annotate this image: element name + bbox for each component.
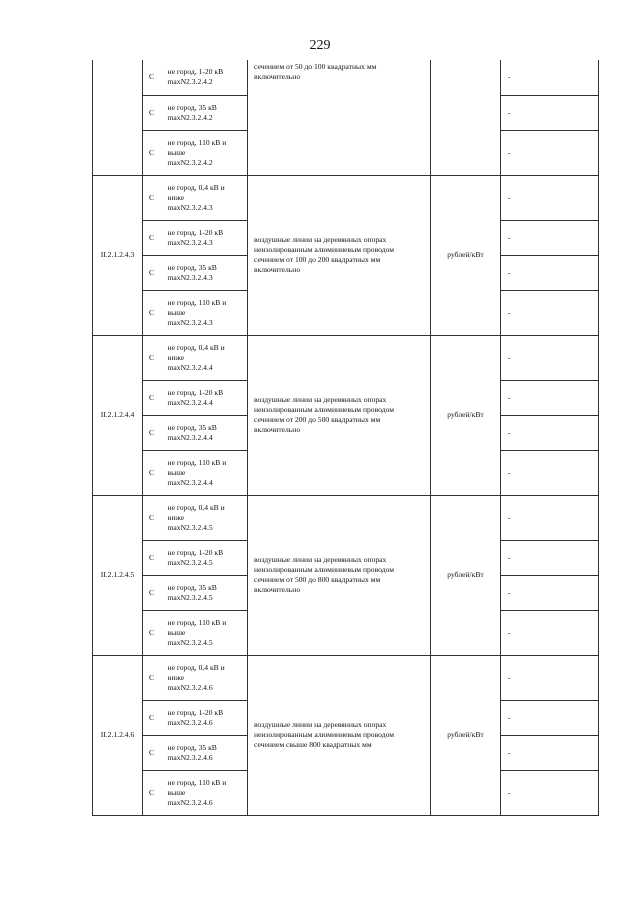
voltage-line: не город, 0,4 кВ и <box>167 342 225 352</box>
s-label: С <box>143 60 166 95</box>
unit-cell: рублей/кВт <box>431 175 501 335</box>
description-cell <box>248 335 431 495</box>
s-label: С <box>143 175 166 220</box>
voltage-line: maxN2.3.2.4.2 <box>167 77 213 87</box>
voltage-line: ниже <box>167 192 185 202</box>
s-label: С <box>143 220 166 255</box>
voltage-line: maxN2.3.2.4.2 <box>167 112 213 122</box>
description-line: сечением от 500 до 800 квадратных мм <box>254 575 381 584</box>
voltage-cell <box>166 220 248 255</box>
voltage-line: maxN2.3.2.4.5 <box>167 522 213 532</box>
voltage-line: maxN2.3.2.4.5 <box>167 592 213 602</box>
value-cell: - <box>501 290 599 335</box>
voltage-cell <box>166 610 248 655</box>
voltage-line: maxN2.3.2.4.2 <box>167 157 213 167</box>
voltage-line: не город, 1-20 кВ <box>167 67 224 77</box>
voltage-line: не город, 35 кВ <box>167 582 217 592</box>
voltage-line: maxN2.3.2.4.3 <box>167 272 213 282</box>
voltage-line: не город, 35 кВ <box>167 742 217 752</box>
voltage-line: maxN2.3.2.4.3 <box>167 202 213 212</box>
s-label: С <box>143 610 166 655</box>
s-label: С <box>143 770 166 815</box>
voltage-cell <box>166 335 248 380</box>
voltage-cell <box>166 415 248 450</box>
voltage-cell <box>166 655 248 700</box>
voltage-line: не город, 1-20 кВ <box>167 387 224 397</box>
s-label: С <box>143 735 166 770</box>
description-cell <box>248 495 431 655</box>
s-label: С <box>143 255 166 290</box>
voltage-line: не город, 35 кВ <box>167 262 217 272</box>
s-label: С <box>143 95 166 130</box>
voltage-line: не город, 1-20 кВ <box>167 707 224 717</box>
s-label: С <box>143 700 166 735</box>
voltage-cell <box>166 290 248 335</box>
value-cell: - <box>501 655 599 700</box>
voltage-line: не город, 35 кВ <box>167 102 217 112</box>
voltage-line: maxN2.3.2.4.3 <box>167 317 213 327</box>
group-code-cell: II.2.1.2.4.5 <box>93 495 143 655</box>
voltage-cell <box>166 540 248 575</box>
value-cell: - <box>501 380 599 415</box>
tariff-table <box>92 60 599 816</box>
description-line: неизолированным алюминиевым проводом <box>254 405 395 414</box>
voltage-cell <box>166 770 248 815</box>
voltage-line: не город, 110 кВ и <box>167 137 227 147</box>
voltage-line: не город, 110 кВ и <box>167 457 227 467</box>
s-label: С <box>143 290 166 335</box>
value-cell: - <box>501 770 599 815</box>
description-line: включительно <box>254 265 301 274</box>
description-line: воздушные линии на деревянных опорах <box>254 395 387 404</box>
s-label: С <box>143 130 166 175</box>
voltage-cell <box>166 700 248 735</box>
voltage-cell <box>166 95 248 130</box>
group-code-cell <box>93 60 143 175</box>
voltage-cell <box>166 380 248 415</box>
voltage-line: maxN2.3.2.4.4 <box>167 362 213 372</box>
voltage-line: не город, 0,4 кВ и <box>167 182 225 192</box>
value-cell: - <box>501 415 599 450</box>
voltage-line: не город, 110 кВ и <box>167 777 227 787</box>
description-cell <box>248 175 431 335</box>
voltage-cell <box>166 255 248 290</box>
description-cell <box>248 655 431 815</box>
unit-cell <box>431 60 501 175</box>
voltage-line: не город, 110 кВ и <box>167 617 227 627</box>
voltage-line: ниже <box>167 512 185 522</box>
voltage-cell <box>166 735 248 770</box>
voltage-line: выше <box>167 147 186 157</box>
voltage-line: maxN2.3.2.4.4 <box>167 397 213 407</box>
voltage-cell <box>166 130 248 175</box>
s-label: С <box>143 655 166 700</box>
value-cell: - <box>501 575 599 610</box>
value-cell: - <box>501 610 599 655</box>
voltage-line: выше <box>167 627 186 637</box>
description-line: включительно <box>254 72 301 81</box>
voltage-line: maxN2.3.2.4.4 <box>167 477 213 487</box>
value-cell: - <box>501 335 599 380</box>
description-line: сечением от 200 до 500 квадратных мм <box>254 415 381 424</box>
voltage-line: maxN2.3.2.4.6 <box>167 752 213 762</box>
s-label: С <box>143 335 166 380</box>
description-line: включительно <box>254 425 301 434</box>
table-row <box>93 175 599 220</box>
voltage-cell <box>166 495 248 540</box>
voltage-line: не город, 0,4 кВ и <box>167 502 225 512</box>
description-line: воздушные линии на деревянных опорах <box>254 720 387 729</box>
description-line: воздушные линии на деревянных опорах <box>254 555 387 564</box>
voltage-line: maxN2.3.2.4.6 <box>167 797 213 807</box>
voltage-line: не город, 1-20 кВ <box>167 547 224 557</box>
voltage-cell <box>166 175 248 220</box>
voltage-line: maxN2.3.2.4.5 <box>167 557 213 567</box>
voltage-line: не город, 110 кВ и <box>167 297 227 307</box>
voltage-line: не город, 0,4 кВ и <box>167 662 225 672</box>
value-cell: - <box>501 495 599 540</box>
page-number: 229 <box>309 38 331 53</box>
voltage-cell <box>166 575 248 610</box>
description-cell <box>248 60 431 175</box>
value-cell: - <box>501 220 599 255</box>
voltage-line: ниже <box>167 672 185 682</box>
description-line: сечением от 100 до 200 квадратных мм <box>254 255 381 264</box>
voltage-line: выше <box>167 467 186 477</box>
description-line: воздушные линии на деревянных опорах <box>254 235 387 244</box>
value-cell: - <box>501 60 599 95</box>
value-cell: - <box>501 175 599 220</box>
group-code-cell: II.2.1.2.4.6 <box>93 655 143 815</box>
description-line: сечением от 50 до 100 квадратных мм <box>254 62 377 71</box>
description-line: неизолированным алюминиевым проводом <box>254 730 395 739</box>
table-row <box>93 60 599 95</box>
voltage-line: maxN2.3.2.4.6 <box>167 682 213 692</box>
value-cell: - <box>501 450 599 495</box>
s-label: С <box>143 380 166 415</box>
group-code-cell: II.2.1.2.4.4 <box>93 335 143 495</box>
value-cell: - <box>501 130 599 175</box>
s-label: С <box>143 540 166 575</box>
unit-cell: рублей/кВт <box>431 335 501 495</box>
voltage-line: maxN2.3.2.4.5 <box>167 637 213 647</box>
voltage-line: maxN2.3.2.4.3 <box>167 237 213 247</box>
value-cell: - <box>501 540 599 575</box>
table-row <box>93 655 599 700</box>
value-cell: - <box>501 700 599 735</box>
value-cell: - <box>501 255 599 290</box>
voltage-line: не город, 35 кВ <box>167 422 217 432</box>
voltage-line: ниже <box>167 352 185 362</box>
table-row <box>93 335 599 380</box>
description-line: сечением свыше 800 квадратных мм <box>254 740 372 749</box>
tariff-table-body <box>93 60 599 815</box>
group-code-cell: II.2.1.2.4.3 <box>93 175 143 335</box>
voltage-line: не город, 1-20 кВ <box>167 227 224 237</box>
voltage-cell <box>166 60 248 95</box>
value-cell: - <box>501 95 599 130</box>
unit-cell: рублей/кВт <box>431 495 501 655</box>
voltage-line: выше <box>167 307 186 317</box>
unit-cell: рублей/кВт <box>431 655 501 815</box>
s-label: С <box>143 495 166 540</box>
description-line: включительно <box>254 585 301 594</box>
value-cell: - <box>501 735 599 770</box>
s-label: С <box>143 415 166 450</box>
description-line: неизолированным алюминиевым проводом <box>254 565 395 574</box>
voltage-line: maxN2.3.2.4.6 <box>167 717 213 727</box>
s-label: С <box>143 575 166 610</box>
description-line: неизолированным алюминиевым проводом <box>254 245 395 254</box>
s-label: С <box>143 450 166 495</box>
voltage-cell <box>166 450 248 495</box>
voltage-line: выше <box>167 787 186 797</box>
table-row <box>93 495 599 540</box>
voltage-line: maxN2.3.2.4.4 <box>167 432 213 442</box>
